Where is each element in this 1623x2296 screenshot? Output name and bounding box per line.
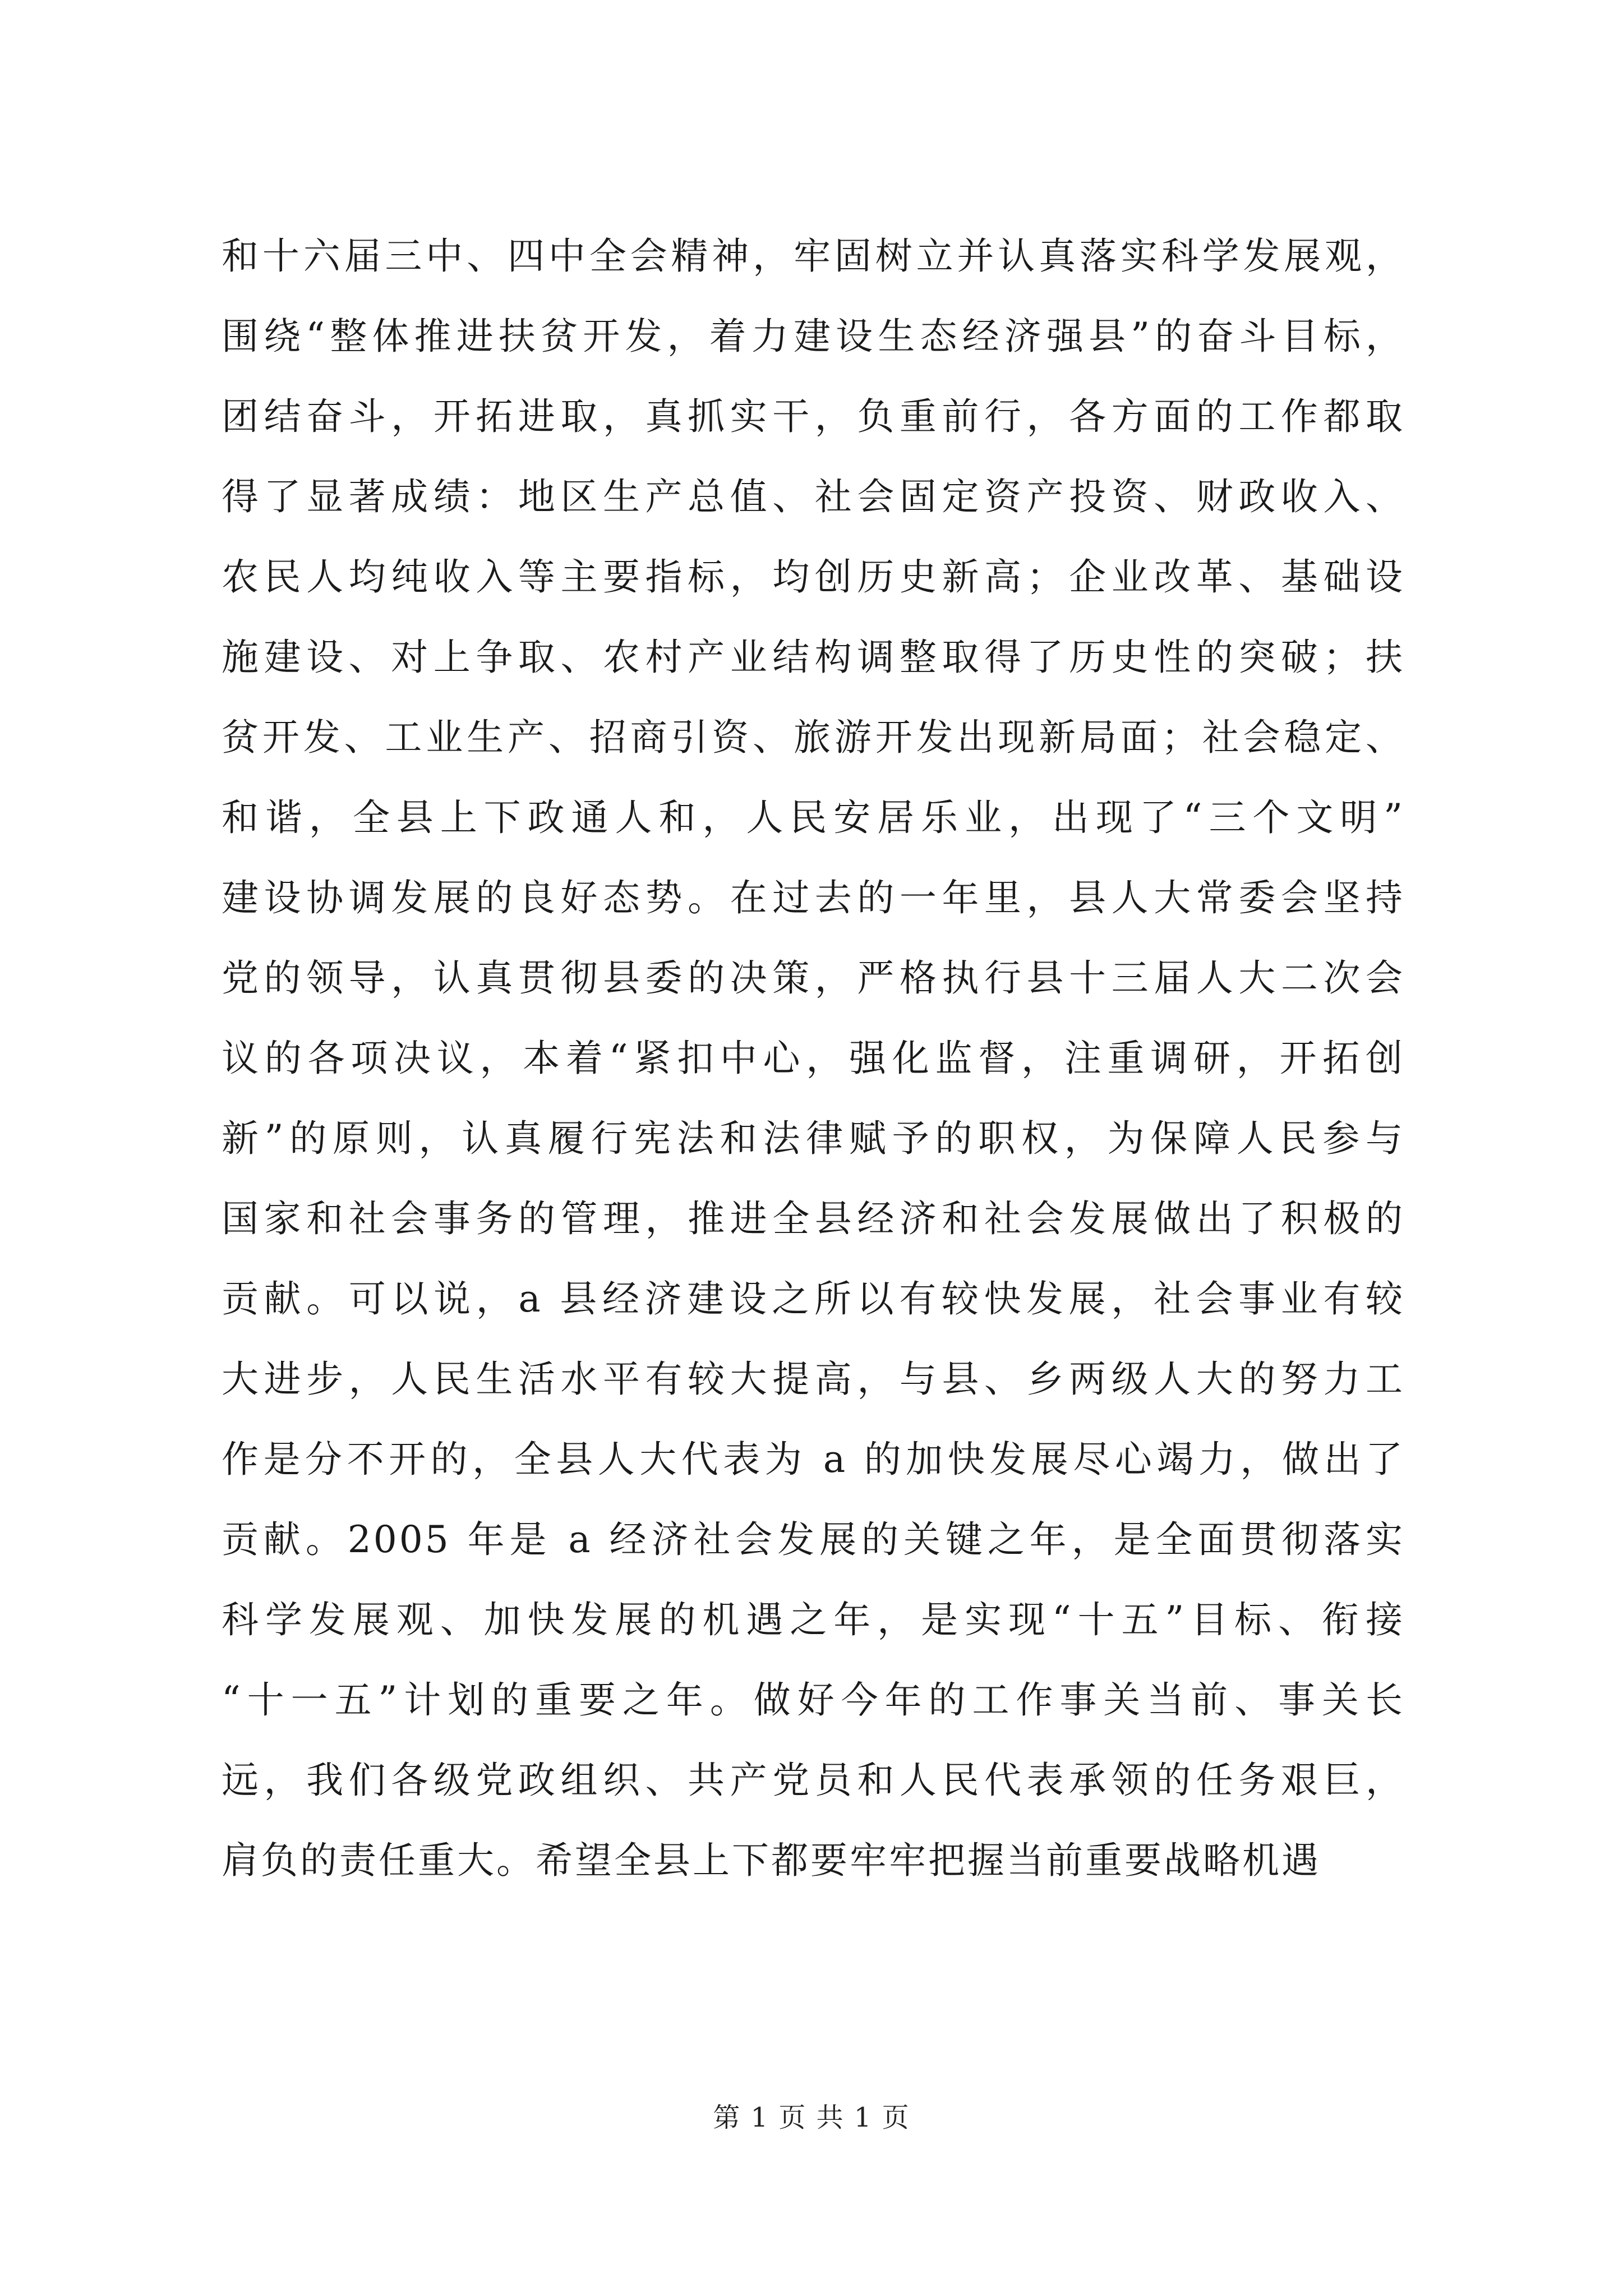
text-line: 大进步，人民生活水平有较大提高，与县、乡两级人大的努力工 xyxy=(222,1358,1405,1401)
text-line: 国家和社会事务的管理，推进全县经济和社会发展做出了积极的 xyxy=(222,1197,1405,1240)
text-line: 围绕“整体推进扶贫开发，着力建设生态经济强县”的奋斗目标， xyxy=(222,315,1405,358)
text-line: 建设协调发展的良好态势。在过去的一年里，县人大常委会坚持 xyxy=(222,876,1405,919)
text-line: 新”的原则，认真履行宪法和法律赋予的职权，为保障人民参与 xyxy=(222,1117,1405,1160)
text-line: 肩负的责任重大。希望全县上下都要牢牢把握当前重要战略机遇 xyxy=(222,1839,1321,1882)
text-line: 和谐，全县上下政通人和，人民安居乐业，出现了“三个文明” xyxy=(222,796,1405,839)
text-line: 得了显著成绩：地区生产总值、社会固定资产投资、财政收入、 xyxy=(222,475,1405,518)
text-line: 和十六届三中、四中全会精神，牢固树立并认真落实科学发展观， xyxy=(222,234,1405,278)
text-line: 党的领导，认真贯彻县委的决策，严格执行县十三届人大二次会 xyxy=(222,956,1405,1000)
page-number-footer: 第 1 页 共 1 页 xyxy=(713,2102,910,2133)
text-line: 农民人均纯收入等主要指标，均创历史新高；企业改革、基础设 xyxy=(222,555,1405,599)
text-line: 团结奋斗，开拓进取，真抓实干，负重前行，各方面的工作都取 xyxy=(222,395,1405,438)
text-line: 远，我们各级党政组织、共产党员和人民代表承领的任务艰巨， xyxy=(222,1759,1405,1802)
body-text xyxy=(222,216,1405,1901)
text-line: 贫开发、工业生产、招商引资、旅游开发出现新局面；社会稳定、 xyxy=(222,716,1405,759)
text-line: 科学发展观、加快发展的机遇之年，是实现“十五”目标、衔接 xyxy=(222,1598,1405,1641)
text-line: 贡献。2005 年是 a 经济社会发展的关键之年，是全面贯彻落实 xyxy=(222,1518,1405,1561)
text-line: 施建设、对上争取、农村产业结构调整取得了历史性的突破；扶 xyxy=(222,636,1405,679)
text-line: 作是分不开的，全县人大代表为 a 的加快发展尽心竭力，做出了 xyxy=(222,1438,1405,1481)
text-line: 贡献。可以说，a 县经济建设之所以有较快发展，社会事业有较 xyxy=(222,1277,1405,1320)
text-line: “十一五”计划的重要之年。做好今年的工作事关当前、事关长 xyxy=(222,1678,1405,1722)
text-line: 议的各项决议，本着“紧扣中心，强化监督，注重调研，开拓创 xyxy=(222,1037,1405,1080)
